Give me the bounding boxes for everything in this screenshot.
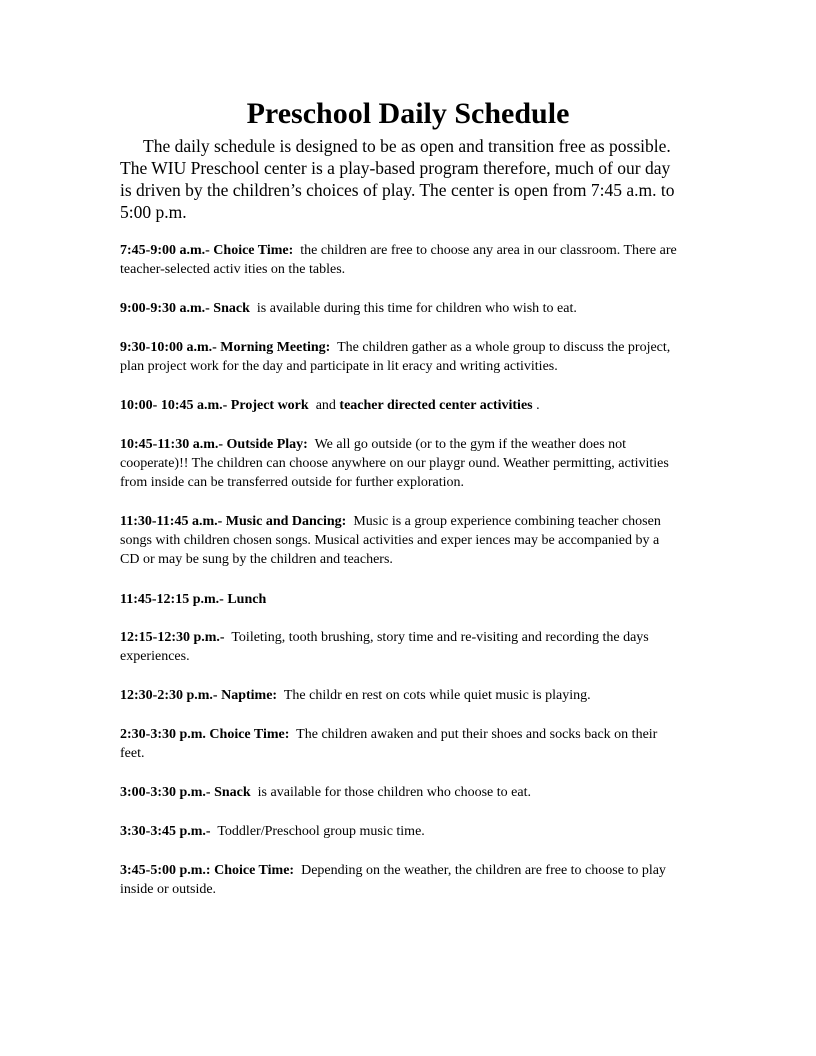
schedule-entry <box>120 686 680 705</box>
schedule-entry <box>120 512 680 569</box>
entry-time-label: 11:30-11:45 a.m.- Music and Dancing: <box>120 514 347 529</box>
entry-time-label: 10:00- 10:45 a.m.- Project work <box>120 398 309 413</box>
entry-time-label: 7:45-9:00 a.m.- Choice Time: <box>120 243 294 258</box>
entry-time-label: 12:30-2:30 p.m.- Naptime: <box>120 688 278 703</box>
entry-description: Toileting, tooth brushing, story time and re-visiting and recording the days experiences. <box>120 630 649 664</box>
entry-connector: and <box>315 398 336 413</box>
entry-description: is available during this time for children who wish to eat. <box>256 301 577 316</box>
page-title: Preschool Daily Schedule <box>246 97 570 130</box>
entry-description: The children gather as a whole group to discuss the project, plan project work for the day and participate in lit eracy and writing activities. <box>120 340 671 374</box>
entry-time-label: 10:45-11:30 a.m.- Outside Play: <box>120 437 308 452</box>
entry-description: is available for those children who choose to eat. <box>257 785 531 800</box>
schedule-entry <box>120 338 680 376</box>
entry-description: The children awaken and put their shoes and socks back on their feet. <box>120 727 658 761</box>
entry-description: the children are free to choose any area in our classroom. There are teacher-selected activ ities on the tables. <box>120 243 677 277</box>
schedule-entry <box>120 628 680 666</box>
entry-description: Toddler/Preschool group music time. <box>217 824 425 839</box>
entry-description: Music is a group experience combining teacher chosen songs with children chosen songs. Musical activities and exper iences may be accompanied by a CD or may be sung by the children and teachers. <box>120 514 661 567</box>
entry-time-label: 3:30-3:45 p.m.- <box>120 824 211 839</box>
schedule-entry <box>120 822 680 841</box>
schedule-entry <box>120 396 680 415</box>
entry-time-label: 9:30-10:00 a.m.- Morning Meeting: <box>120 340 331 355</box>
entry-description: Depending on the weather, the children are free to choose to play inside or outside. <box>120 863 666 897</box>
entry-description: . <box>536 398 540 413</box>
schedule-entry <box>120 435 680 492</box>
schedule-entry <box>120 783 680 802</box>
entry-time-label: 12:15-12:30 p.m.- <box>120 630 225 645</box>
schedule-entry <box>120 590 680 609</box>
schedule-entry <box>120 725 680 763</box>
intro-paragraph: The daily schedule is designed to be as open and transition free as possible. The WIU Preschool center is a play-based program therefore, much of our day is driven by the children’s choices of play. The center is open from 7:45 a.m. to 5:00 p.m. <box>120 136 675 222</box>
entry-time-label: 9:00-9:30 a.m.- Snack <box>120 301 250 316</box>
entry-description: We all go outside (or to the gym if the weather does not cooperate)!! The children can choose anywhere on our playgr ound. Weather permitting, activities from inside can be transferred outside for further exploration. <box>120 437 669 490</box>
schedule-entry <box>120 861 680 899</box>
entry-description: The childr en rest on cots while quiet music is playing. <box>283 688 591 703</box>
entry-time-label: 3:00-3:30 p.m.- Snack <box>120 785 251 800</box>
entry-bold-phrase: teacher directed center activities <box>339 398 533 413</box>
entry-time-label: 2:30-3:30 p.m. Choice Time: <box>120 727 290 742</box>
schedule-entry <box>120 241 680 279</box>
entry-time-label: 3:45-5:00 p.m.: Choice Time: <box>120 863 295 878</box>
schedule-entry <box>120 299 680 318</box>
entry-time-label: 11:45-12:15 p.m.- Lunch <box>120 592 267 607</box>
